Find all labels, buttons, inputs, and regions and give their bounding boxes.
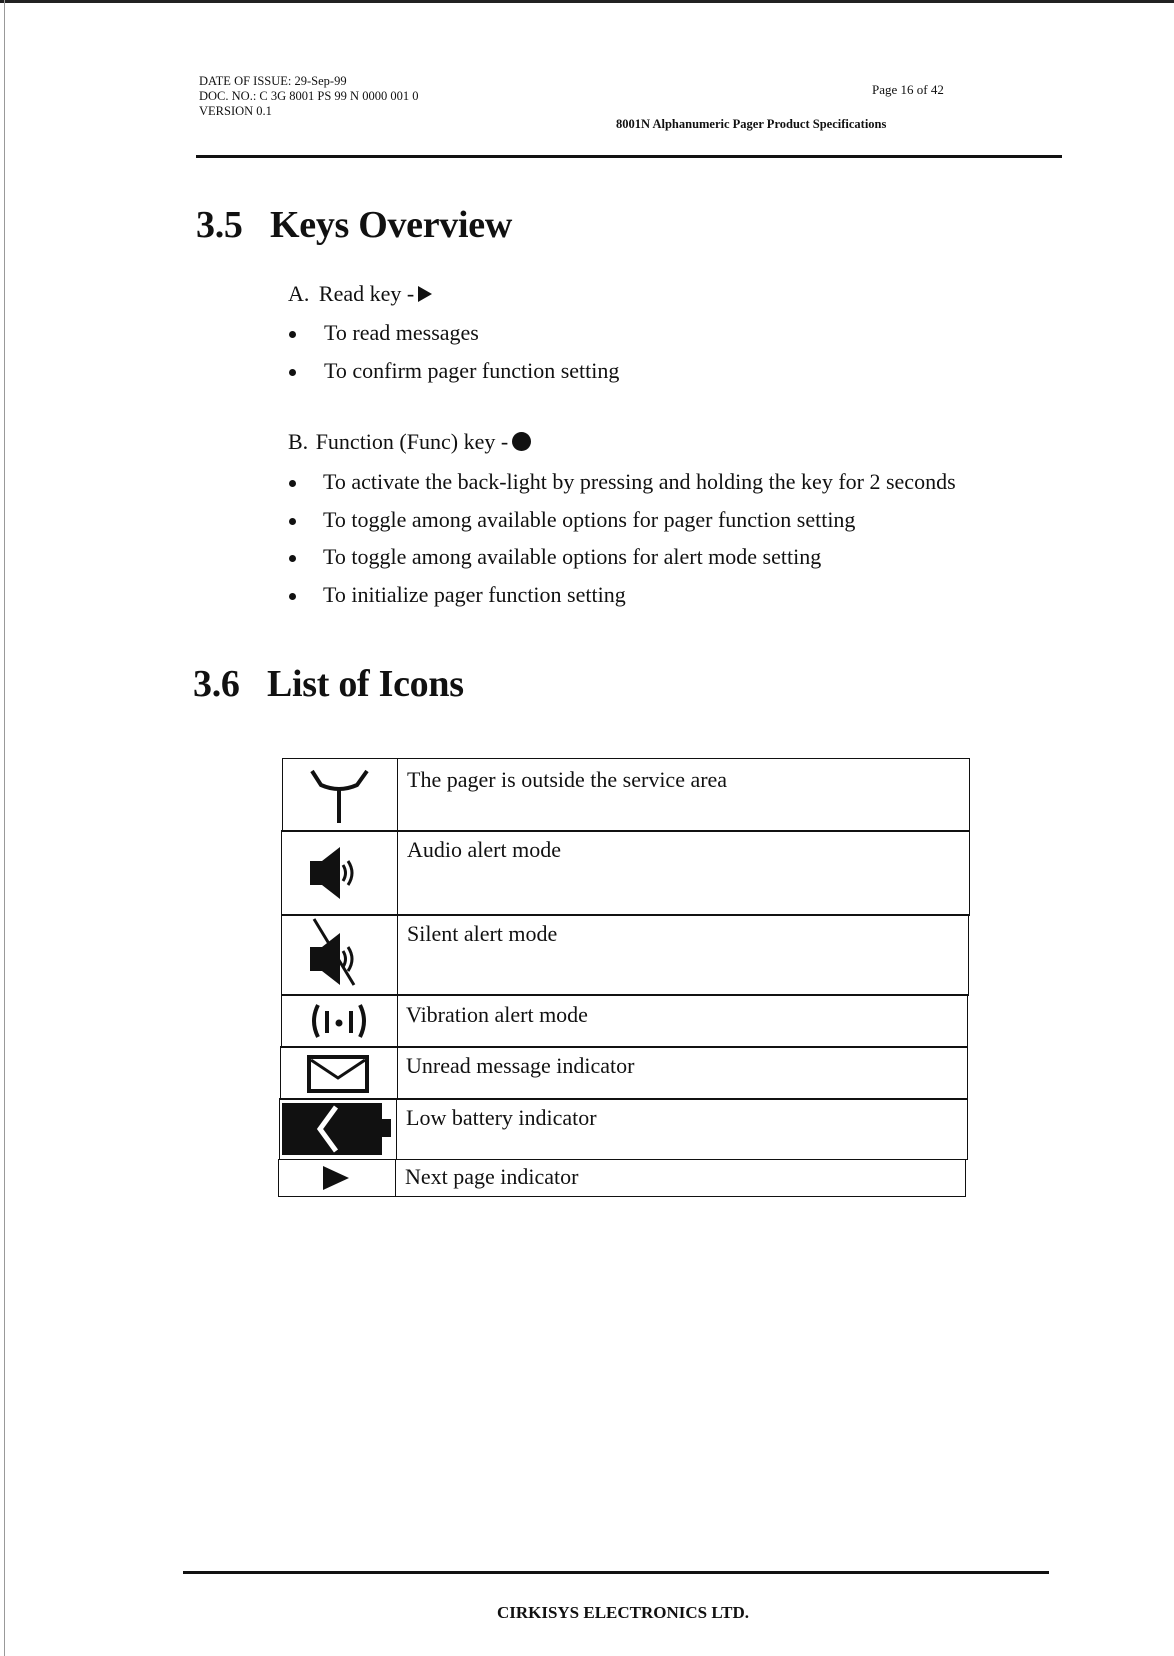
scan-edge-top — [0, 0, 1174, 3]
icon-cell — [280, 1099, 397, 1159]
table-row — [278, 1159, 966, 1197]
table-row — [281, 994, 968, 1048]
header-divider — [196, 155, 1062, 158]
speaker-muted-icon — [282, 915, 397, 995]
envelope-icon — [281, 1047, 397, 1099]
table-row — [282, 758, 970, 832]
section-title: Keys Overview — [270, 204, 512, 246]
icon-description: The pager is outside the service area — [407, 767, 728, 792]
list-label: B. — [288, 429, 309, 454]
version: VERSION 0.1 — [199, 104, 272, 118]
table-row — [281, 914, 969, 996]
icon-cell — [282, 915, 398, 995]
icon-cell — [282, 831, 398, 915]
triangle-right-icon — [418, 286, 432, 302]
list-item: To confirm pager function setting — [324, 358, 620, 383]
list-item: To initialize pager function setting — [323, 582, 626, 607]
low-battery-icon — [280, 1099, 396, 1159]
section-number: 3.5 — [196, 204, 243, 246]
next-page-icon — [279, 1160, 395, 1196]
footer-company: CIRKISYS ELECTRONICS LTD. — [496, 1603, 750, 1622]
icon-description: Unread message indicator — [406, 1053, 635, 1078]
bullet-icon — [289, 555, 296, 562]
icon-description: Audio alert mode — [407, 837, 561, 862]
bullet-icon — [289, 331, 296, 338]
bullet-icon — [289, 369, 296, 376]
document-title: 8001N Alphanumeric Pager Product Specifications — [616, 117, 887, 131]
read-key-item — [288, 281, 432, 307]
list-label: A. — [288, 281, 310, 306]
date-of-issue: DATE OF ISSUE: 29-Sep-99 — [199, 74, 347, 88]
icon-description: Silent alert mode — [407, 921, 558, 946]
table-row — [281, 830, 970, 916]
speaker-icon — [282, 831, 397, 915]
footer-divider — [183, 1571, 1049, 1574]
section-number: 3.6 — [193, 663, 240, 705]
section-heading-list-of-icons — [193, 662, 464, 706]
bullet-icon — [289, 518, 296, 525]
page-number: Page 16 of 42 — [872, 82, 944, 97]
icon-description: Next page indicator — [405, 1164, 579, 1189]
icon-cell — [281, 1047, 398, 1099]
read-key-text: Read key - — [318, 281, 415, 306]
icon-description: Vibration alert mode — [406, 1002, 588, 1027]
table-row — [279, 1098, 968, 1160]
icon-cell — [283, 759, 398, 831]
func-key-text: Function (Func) key - — [315, 429, 509, 454]
list-item: To toggle among available options for pager function setting — [323, 507, 856, 532]
list-item: To toggle among available options for alert mode setting — [323, 544, 822, 569]
bullet-icon — [289, 593, 296, 600]
section-heading-keys-overview — [196, 203, 512, 247]
antenna-icon — [283, 759, 397, 831]
icon-cell — [279, 1160, 396, 1196]
bullet-icon — [289, 480, 296, 487]
vibration-icon — [282, 995, 397, 1047]
scan-edge-left — [4, 0, 5, 1656]
doc-number: DOC. NO.: C 3G 8001 PS 99 N 0000 001 0 — [199, 89, 419, 103]
filled-circle-icon — [512, 432, 531, 451]
table-row — [280, 1046, 968, 1100]
list-item: To read messages — [324, 320, 479, 345]
section-title: List of Icons — [267, 663, 464, 705]
header-meta — [199, 74, 418, 119]
icon-cell — [282, 995, 398, 1047]
icon-description: Low battery indicator — [406, 1105, 597, 1130]
list-item: To activate the back-light by pressing and holding the key for 2 seconds — [323, 469, 956, 494]
func-key-item — [288, 429, 531, 455]
